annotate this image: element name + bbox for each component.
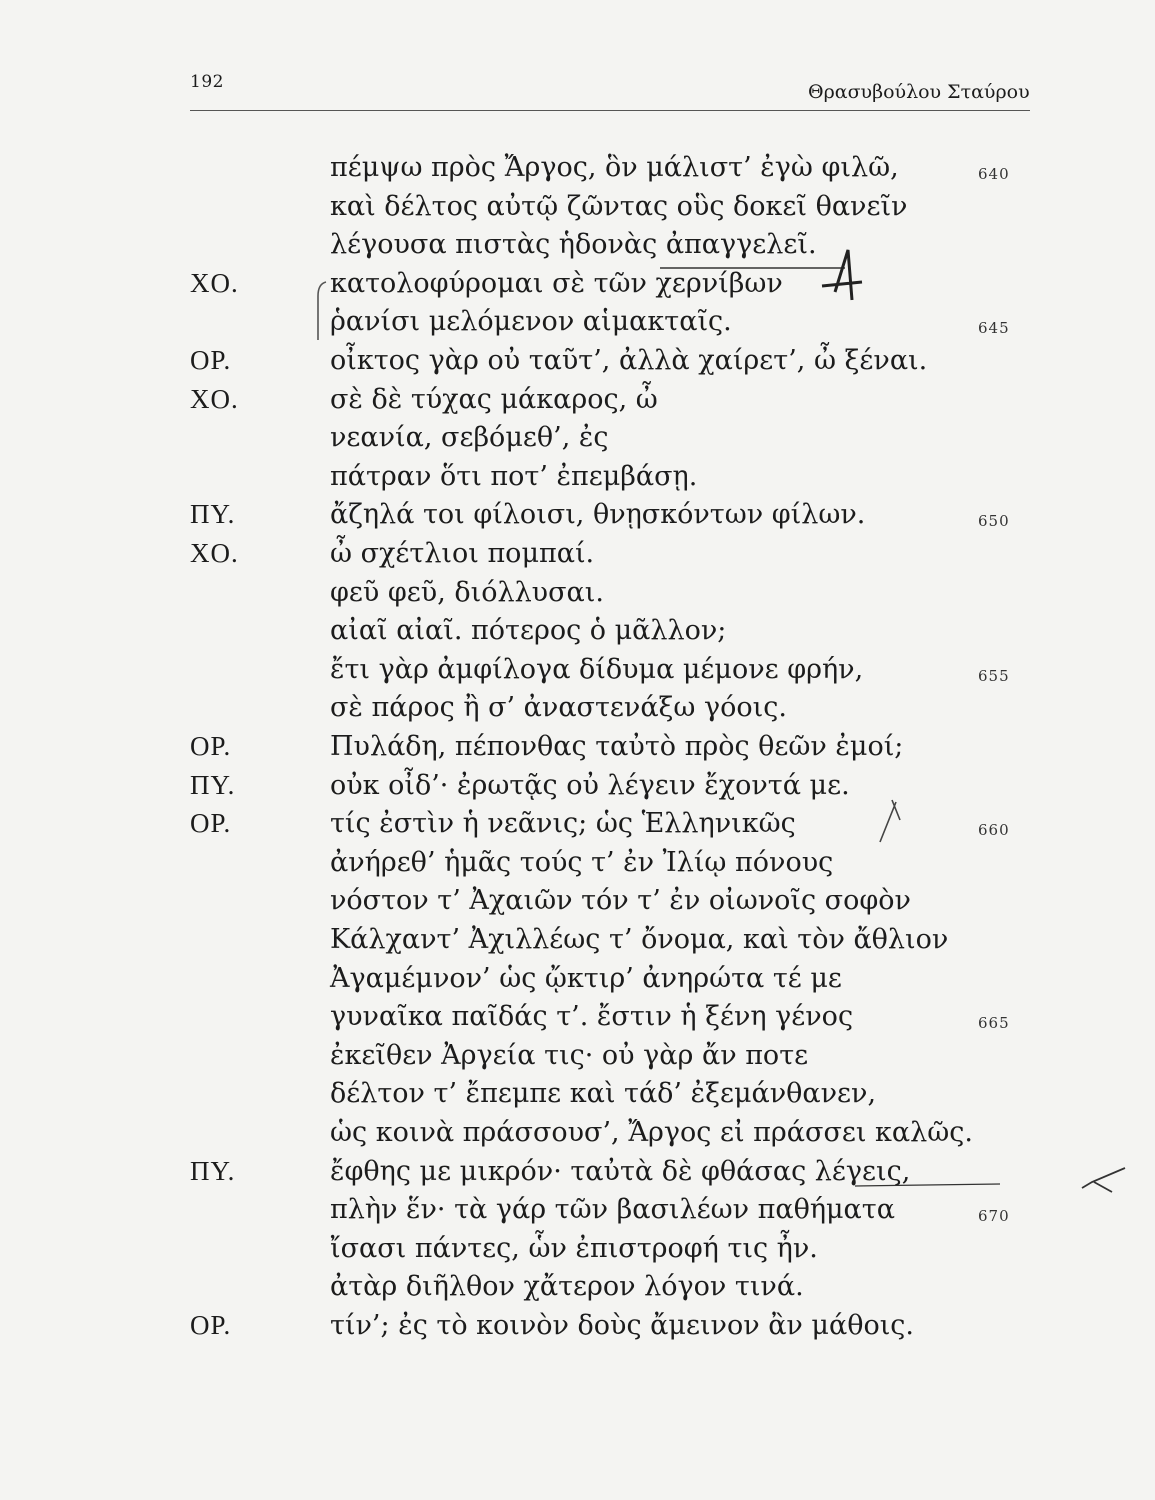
- verse-line: [0, 345, 1155, 383]
- verse-line: [0, 963, 1155, 1001]
- verse-text: λέγουσα πιστὰς ἡδονὰς ἀπαγγελεῖ.: [330, 229, 817, 261]
- verse-text: κατολοφύρομαι σὲ τῶν χερνίβων: [330, 267, 783, 299]
- line-number: 665: [978, 1014, 1010, 1033]
- verse-text: πάτραν ὅτι ποτ’ ἐπεμβάσῃ.: [330, 460, 698, 492]
- verse-line: [0, 577, 1155, 615]
- verse-text: καὶ δέλτος αὐτῷ ζῶντας οὓς δοκεῖ θανεῖν: [330, 190, 908, 222]
- verse-line: [0, 1271, 1155, 1309]
- verse-line: [0, 1078, 1155, 1116]
- verse-line: [0, 152, 1155, 190]
- verse-text: Κάλχαντ’ Ἀχιλλέως τ’ ὄνομα, καὶ τὸν ἄθλιον: [330, 924, 949, 955]
- line-number: 670: [978, 1207, 1010, 1226]
- speaker-label: ΟΡ.: [190, 731, 232, 761]
- speaker-label: ΟΡ.: [190, 1310, 232, 1340]
- speaker-label: ΠΥ.: [190, 1155, 236, 1186]
- verse-line: [0, 1040, 1155, 1078]
- verse-text: ἀτὰρ διῆλθον χἄτερον λόγον τινά.: [330, 1271, 804, 1303]
- verse-text: Ἀγαμέμνον’ ὡς ᾤκτιρ’ ἀνηρώτα τέ με: [330, 962, 842, 994]
- verse-text: ἀνήρεθ’ ἡμᾶς τούς τ’ ἐν Ἰλίῳ πόνους: [330, 846, 834, 878]
- verse-line: [0, 1156, 1155, 1194]
- verse-text: σὲ πάρος ἢ σ’ ἀναστενάξω γόοις.: [330, 692, 787, 724]
- verse-line: [0, 461, 1155, 499]
- line-number: 655: [978, 666, 1010, 685]
- verse-text: νόστον τ’ Ἀχαιῶν τόν τ’ ἐν οἰωνοῖς σοφὸν: [330, 885, 911, 917]
- speaker-label: ΧΟ.: [190, 267, 239, 298]
- verse-text: αἰαῖ αἰαῖ. πότερος ὁ μᾶλλον;: [330, 615, 727, 647]
- verse-line: [0, 191, 1155, 229]
- verse-text: ἄζηλά τοι φίλοισι, θνῃσκόντων φίλων.: [330, 499, 866, 531]
- verse-line: [0, 1194, 1155, 1232]
- verse-line: [0, 1001, 1155, 1039]
- verse-text: Πυλάδη, πέπονθας ταὐτὸ πρὸς θεῶν ἐμοί;: [330, 731, 904, 762]
- verse-text: ὡς κοινὰ πράσσουσ’, Ἄργος εἰ πράσσει καλῶς.: [330, 1117, 973, 1148]
- verse-text: οἶκτος γὰρ οὐ ταῦτ’, ἀλλὰ χαίρετ’, ὦ ξέναι.: [330, 345, 928, 376]
- verse-line: [0, 692, 1155, 730]
- verse-line: [0, 1117, 1155, 1155]
- verse-line: [0, 770, 1155, 808]
- verse-text: σὲ δὲ τύχας μάκαρος, ὦ: [330, 383, 658, 415]
- speaker-label: ΠΥ.: [190, 769, 236, 800]
- speaker-label: ΟΡ.: [190, 345, 232, 375]
- speaker-label: ΧΟ.: [190, 538, 239, 568]
- speaker-label: ΠΥ.: [190, 499, 236, 530]
- verse-line: [0, 538, 1155, 576]
- verse-line: [0, 422, 1155, 460]
- verse-text: πλὴν ἕν· τὰ γάρ τῶν βασιλέων παθήματα: [330, 1194, 895, 1226]
- verse-text: τίς ἐστὶν ἡ νεᾶνις; ὡς Ἑλληνικῶς: [330, 808, 796, 840]
- line-number: 660: [978, 821, 1010, 840]
- line-number: 645: [978, 319, 1010, 338]
- speaker-label: ΧΟ.: [190, 383, 239, 414]
- page-number: 192: [190, 72, 224, 92]
- verse-line: [0, 808, 1155, 846]
- verse-line: [0, 306, 1155, 344]
- verse-text: ἔτι γὰρ ἀμφίλογα δίδυμα μέμονε φρήν,: [330, 653, 864, 685]
- line-number: 650: [978, 512, 1010, 531]
- running-header-author: Θρασυβούλου Σταύρου: [808, 81, 1030, 103]
- verse-line: [0, 731, 1155, 769]
- verse-line: [0, 1233, 1155, 1271]
- verse-line: [0, 885, 1155, 923]
- verse-line: [0, 499, 1155, 537]
- verse-line: [0, 384, 1155, 422]
- verse-text: ἐκεῖθεν Ἀργεία τις· οὐ γὰρ ἄν ποτε: [330, 1039, 809, 1071]
- verse-line: [0, 1310, 1155, 1348]
- verse-text: τίν’; ἐς τὸ κοινὸν δοὺς ἄμεινον ἂν μάθοις.: [330, 1310, 915, 1341]
- line-number: 640: [978, 165, 1010, 183]
- verse-text: ἴσασι πάντες, ὧν ἐπιστροφή τις ἦν.: [330, 1232, 818, 1264]
- verse-text: ῥανίσι μελόμενον αἱμακταῖς.: [330, 306, 732, 338]
- verse-text: γυναῖκα παῖδάς τ’. ἔστιν ἡ ξένη γένος: [330, 1001, 854, 1033]
- verse-line: [0, 229, 1155, 267]
- verse-text: πέμψω πρὸς Ἄργος, ὃν μάλιστ’ ἐγὼ φιλῶ,: [330, 152, 899, 183]
- verse-line: [0, 615, 1155, 653]
- verse-text: φεῦ φεῦ, διόλλυσαι.: [330, 576, 604, 608]
- header-rule: [190, 110, 1030, 111]
- verse-line: [0, 654, 1155, 692]
- speaker-label: ΟΡ.: [190, 808, 232, 839]
- verse-text: νεανία, σεβόμεθ’, ἐς: [330, 422, 609, 454]
- verse-line: [0, 268, 1155, 306]
- verse-line: [0, 847, 1155, 885]
- verse-text: οὐκ οἶδ’· ἐρωτᾷς οὐ λέγειν ἔχοντά με.: [330, 769, 850, 801]
- verse-line: [0, 924, 1155, 962]
- verse-text: ὦ σχέτλιοι πομπαί.: [330, 538, 595, 569]
- verse-text: ἔφθης με μικρόν· ταὐτὰ δὲ φθάσας λέγεις,: [330, 1155, 911, 1187]
- verse-text: δέλτον τ’ ἔπεμπε καὶ τάδ’ ἐξεμάνθανεν,: [330, 1078, 877, 1110]
